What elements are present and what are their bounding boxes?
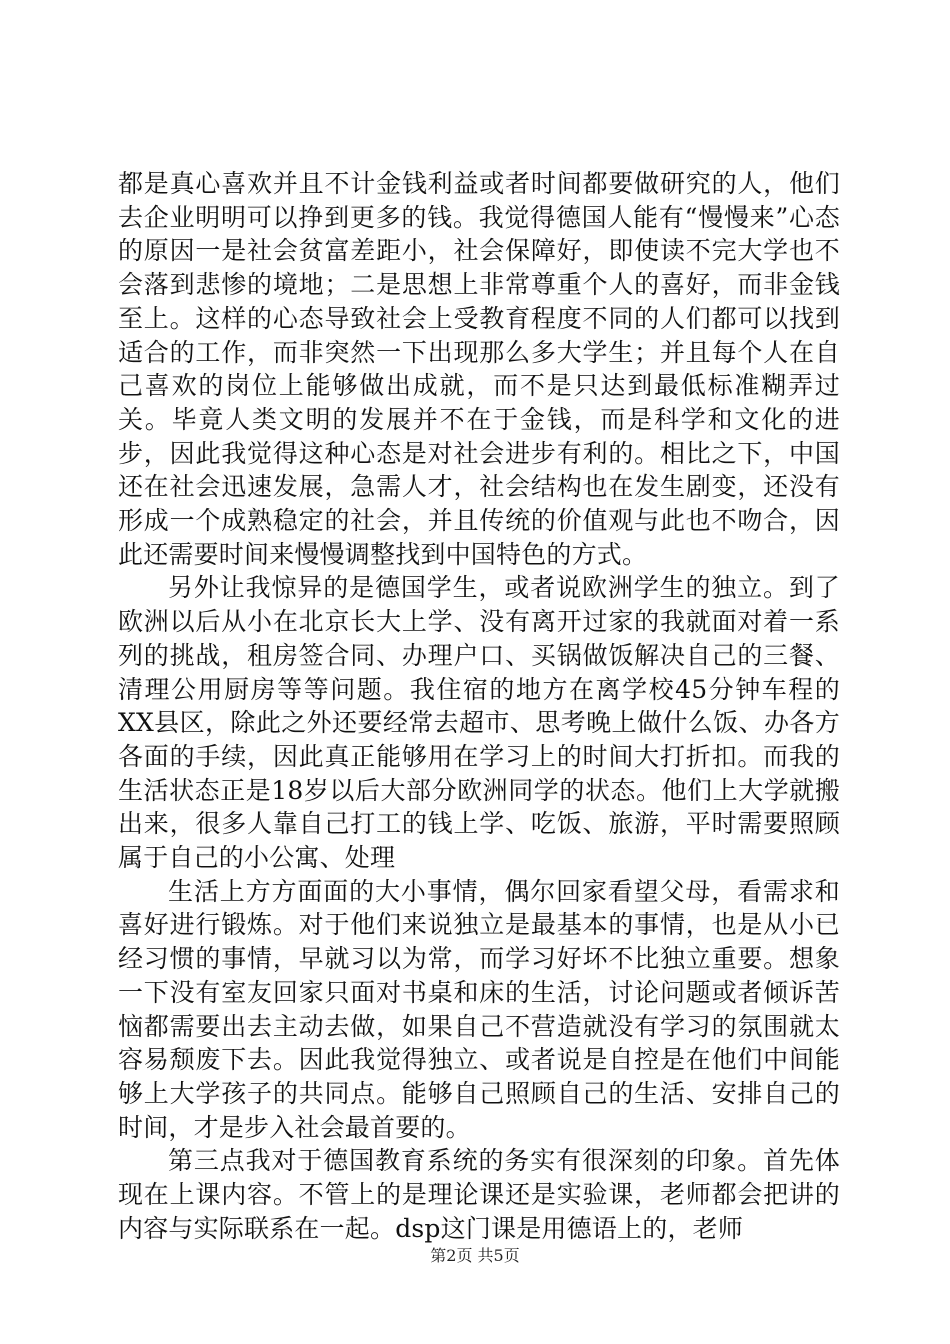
body-text: [118, 167, 840, 1246]
paragraph-2: 另外让我惊异的是德国学生，或者说欧洲学生的独立。到了欧洲以后从小在北京长大上学、没有离开过家的我就面对着一系列的挑战，租房签合同、办理户口、买锅做饭解决自己的三餐、清理公用厨房等等问题。我住宿的地方在离学校45分钟车程的XX县区，除此之外还要经常去超市、思考晚上做什么饭、办各方各面的手续，因此真正能够用在学习上的时间大打折扣。而我的生活状态正是18岁以后大部分欧洲同学的状态。他们上大学就搬出来，很多人靠自己打工的钱上学、吃饭、旅游，平时需要照顾属于自己的小公寓、处理: [118, 573, 840, 873]
page-footer: 第2页 共5页: [430, 1246, 520, 1265]
paragraph-1: 都是真心喜欢并且不计金钱利益或者时间都要做研究的人，他们去企业明明可以挣到更多的钱。我觉得德国人能有“慢慢来”心态的原因一是社会贫富差距小，社会保障好，即使读不完大学也不会落到悲惨的境地；二是思想上非常尊重个人的喜好，而非金钱至上。这样的心态导致社会上受教育程度不同的人们都可以找到适合的工作，而非突然一下出现那么多大学生；并且每个人在自己喜欢的岗位上能够做出成就，而不是只达到最低标准糊弄过关。毕竟人类文明的发展并不在于金钱，而是科学和文化的进步，因此我觉得这种心态是对社会进步有利的。相比之下，中国还在社会迅速发展，急需人才，社会结构也在发生剧变，还没有形成一个成熟稳定的社会，并且传统的价值观与此也不吻合，因此还需要时间来慢慢调整找到中国特色的方式。: [118, 169, 840, 569]
paragraph-3: 生活上方方面面的大小事情，偶尔回家看望父母，看需求和喜好进行锻炼。对于他们来说独立是最基本的事情，也是从小已经习惯的事情，早就习以为常，而学习好坏不比独立重要。想象一下没有室友回家只面对书桌和床的生活，讨论问题或者倾诉苦恼都需要出去主动去做，如果自己不营造就没有学习的氛围就太容易颓废下去。因此我觉得独立、或者说是自控是在他们中间能够上大学孩子的共同点。能够自己照顾自己的生活、安排自己的时间，才是步入社会最首要的。: [118, 876, 840, 1142]
paragraph-4: 第三点我对于德国教育系统的务实有很深刻的印象。首先体现在上课内容。不管上的是理论课还是实验课，老师都会把讲的内容与实际联系在一起。dsp这门课是用德语上的，老师: [118, 1146, 840, 1243]
